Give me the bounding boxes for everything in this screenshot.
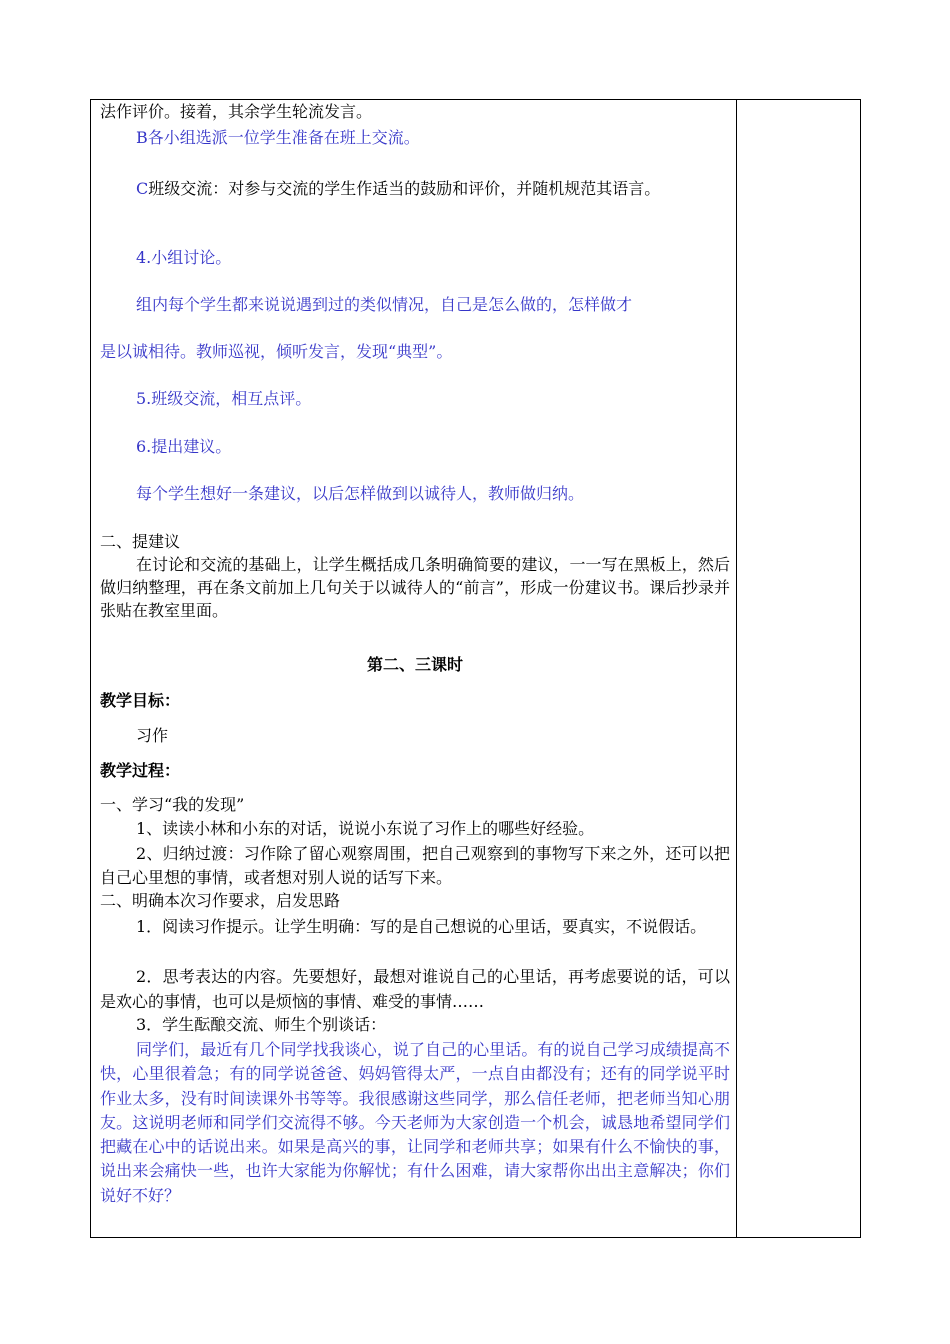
text-paragraph: 在讨论和交流的基础上，让学生概括成几条明确简要的建议，一一写在黑板上，然后做归纳整理，再在条文前加上几句关于以诚待人的“前言”，形成一份建议书。课后抄录并张贴在教室里面。: [100, 555, 730, 620]
item-text: 班级交流：对参与交流的学生作适当的鼓励和评价，并随机规范其语言。: [148, 179, 661, 198]
text-paragraph: 同学们，最近有几个同学找我谈心，说了自己的心里话。有的说自己学习成绩提高不快，心里很着急；有的同学说爸爸、妈妈管得太严，一点自由都没有；还有的同学说平时作业太多，没有时间读课外书等等。我很感谢这些同学，那么信任老师，把老师当知心朋友。这说明老师和同学们交流得不够。今天老师为大家创造一个机会，诚恳地希望同学们把藏在心中的话说出来。如果是高兴的事，让同学和老师共享；如果有什么不愉快的事，说出来会痛快一些，也许大家能为你解忧；有什么困难，请大家帮你出出主意解决；你们说好不好？: [100, 1040, 730, 1205]
text-line: 组内每个学生都来说说遇到过的类似情况，自己是怎么做的，怎样做才: [136, 295, 633, 314]
goal-heading: 教学目标：: [100, 691, 181, 710]
section-heading: 一、学习“我的发现”: [100, 795, 245, 814]
text-line: 6.提出建议。: [136, 437, 232, 456]
section-heading: 二、提建议: [100, 532, 181, 551]
text-line: 1、读读小林和小东的对话，说说小东说了习作上的哪些好经验。: [136, 819, 595, 838]
text-paragraph: 1．阅读习作提示。让学生明确：写的是自己想说的心里话，要真实，不说假话。: [136, 917, 707, 936]
section-heading: 二、明确本次习作要求，启发思路: [100, 891, 341, 910]
text-line: 3．学生酝酿交流、师生个别谈话：: [136, 1015, 387, 1034]
text-line: 每个学生想好一条建议，以后怎样做到以诚待人，教师做归纳。: [136, 484, 585, 503]
text-line: 4.小组讨论。: [136, 248, 232, 267]
text-paragraph: [100, 176, 730, 201]
text-line: 5.班级交流，相互点评。: [136, 389, 312, 408]
process-heading: 教学过程：: [100, 761, 181, 780]
column-divider: [736, 99, 737, 1238]
text-paragraph: 2．思考表达的内容。先要想好，最想对谁说自己的心里话，再考虑要说的话，可以是欢心的事情，也可以是烦恼的事情、难受的事情……: [100, 967, 730, 1011]
text-line: 是以诚相待。教师巡视，倾听发言，发现“典型”。: [100, 342, 453, 361]
item-letter: C: [136, 179, 149, 198]
lesson-heading: 第二、三课时: [366, 655, 463, 674]
text-line: 法作评价。接着，其余学生轮流发言。: [100, 102, 373, 121]
text-paragraph: 2、归纳过渡：习作除了留心观察周围，把自己观察到的事物写下来之外，还可以把自己心里想的事情，或者想对别人说的话写下来。: [100, 844, 730, 887]
text-line: 习作: [136, 726, 169, 745]
text-line: B各小组选派一位学生准备在班上交流。: [136, 128, 420, 147]
